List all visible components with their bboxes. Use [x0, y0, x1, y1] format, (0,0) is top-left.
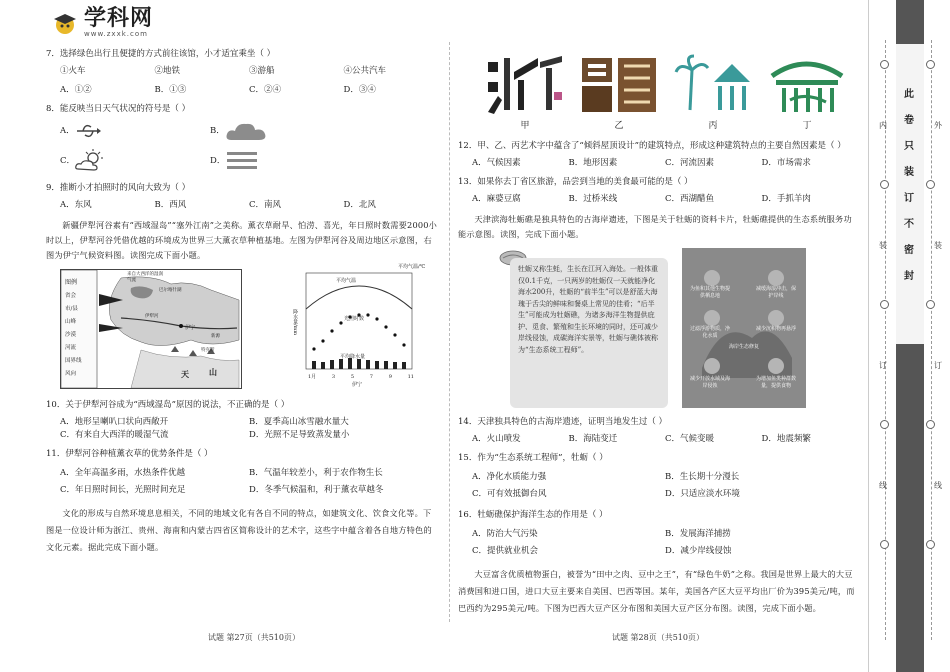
- q10-option-c[interactable]: C．有来自大西洋的暖湿气流: [60, 430, 169, 440]
- oyster-figures: [458, 248, 858, 408]
- q10-option-d[interactable]: D．光照不足导致蒸发量小: [249, 430, 350, 440]
- map-label-yining: 伊宁: [185, 325, 196, 331]
- question-10-options: [60, 416, 438, 442]
- seal-char: 只: [904, 141, 914, 152]
- diagram-label: 过滤浮游物质，净化水质: [690, 326, 731, 339]
- question-10-stem: 10．关于伊犁河谷成为“西域湿岛”原因的说法，不正确的是（ ）: [46, 400, 290, 410]
- month-tick: 7: [369, 374, 373, 380]
- question-14-options: [472, 433, 858, 446]
- legend-item: 省会: [65, 293, 77, 299]
- zhe-art-character-icon: [484, 52, 566, 116]
- oyster-intro-paragraph: 天津滨海牡蛎礁是独具特色的古海岸遗迹，下图是关于牡蛎的资料卡片，牡蛎礁提供的生态系统服务功能示意图。读图，完成下面小题。: [458, 214, 852, 239]
- art-item-bing: [672, 52, 754, 134]
- question-11-stem: 11．伊犁河谷种植薰衣草的优势条件是（ ）: [46, 449, 213, 459]
- seal-char: 卷: [904, 115, 914, 126]
- q11-option-c[interactable]: C．年日照时间长，光照时间充足: [60, 485, 186, 495]
- q7-option-d[interactable]: D．③④: [343, 85, 376, 95]
- qiong-art-character-icon: [672, 52, 754, 116]
- chart-ylabel-right: 平均气温/℃: [398, 264, 426, 270]
- binding-hole: [926, 540, 935, 549]
- q8-option-d[interactable]: [210, 150, 360, 172]
- q15-option-d[interactable]: D．只适应淡水环境: [665, 489, 740, 499]
- diagram-label: 为鱼和其他生物提供栖息地: [690, 286, 731, 299]
- legend-item: 山峰: [65, 319, 77, 325]
- map-legend: [65, 290, 82, 381]
- diagram-label: 为增加鱼类种群数量，提供食物: [756, 376, 797, 389]
- q7-item: ②地铁: [154, 66, 181, 76]
- inner-label: 内: [879, 121, 887, 130]
- q11-option-a[interactable]: A．全年高温多雨，水热条件优越: [60, 468, 186, 478]
- binding-hole: [926, 300, 935, 309]
- q13-option-a[interactable]: A．麻婆豆腐: [472, 194, 521, 204]
- q12-option-a[interactable]: A．气候因素: [472, 158, 521, 168]
- art-label-bing: 丙: [708, 121, 718, 131]
- q7-item: ③游船: [249, 66, 275, 76]
- seal-notice-text: [902, 82, 916, 290]
- outer-seal-line: [931, 40, 932, 640]
- map-label-xinyuan: 新源: [211, 334, 220, 339]
- question-15-stem: 15．作为“生态系统工程师”，牡蛎（ ）: [458, 453, 608, 463]
- binding-hole: [880, 420, 889, 429]
- q11-option-b[interactable]: B．气温年较差小，利于农作物生长: [249, 468, 383, 478]
- q16-option-d[interactable]: D．减少岸线侵蚀: [665, 546, 732, 556]
- q13-option-b[interactable]: B．过桥米线: [568, 194, 618, 204]
- yining-climate-chart: [288, 264, 438, 388]
- q8-label-c: C．: [60, 155, 76, 166]
- question-7-options: [60, 84, 438, 97]
- chart-ylabel-left: 降水量/mm: [292, 309, 298, 336]
- q14-option-c[interactable]: C．气候变暖: [665, 434, 715, 444]
- logo: [52, 8, 153, 38]
- oyster-info-card: 牡蛎又称生蚝，生长在江河入海处。一般体重仅0.1千克，一只两岁的牡蛎仅一天就能净化海水200升，牡蛎的“前半生”可以是舒蓝大海瑰于舌尖的鲜味和餐桌上常见的佳肴；“后半生”可能成为牡蛎礁，为诸多海洋生物提供庇护、觅食、繁殖和生长环境的同时，还可减少岸线侵蚀，成碳海洋实景等，牡蛎与礁体被称为“生态系统工程师”。: [510, 258, 668, 408]
- q7-option-a[interactable]: A．①②: [60, 85, 92, 95]
- q10-option-b[interactable]: B．夏季高山冰雪融水量大: [249, 417, 349, 427]
- seal-footer-block: [896, 344, 924, 672]
- art-intro-paragraph: 文化的形成与自然环境息息相关，不同的地域文化有各自不同的特点，如建筑文化、饮食文化等。下图是一位设计师为浙江、贵州、海南和内蒙古四省区简称设计的艺术字，这些字中蕴含着各自地方特色的文化元素。据此完成下面小题。: [46, 508, 432, 552]
- q14-option-a[interactable]: A．火山喷发: [472, 434, 521, 444]
- q13-option-c[interactable]: C．西湖醋鱼: [665, 194, 715, 204]
- map-label-lake: 巴尔喀什湖: [159, 288, 182, 293]
- yili-valley-map: [60, 269, 242, 389]
- left-page-footer: 试题 第27页（共510页）: [208, 633, 300, 642]
- diagram-label: 减缓海浪冲击，保护岸线: [756, 286, 797, 299]
- binding-hole: [880, 60, 889, 69]
- q9-option-c[interactable]: C．南风: [249, 200, 282, 210]
- q8-option-b[interactable]: [210, 120, 360, 142]
- chart-title-precip: 平均降水量: [340, 354, 366, 360]
- seal-char: 订: [904, 193, 914, 204]
- binding-hole: [926, 60, 935, 69]
- q7-option-b[interactable]: B．①③: [154, 85, 187, 95]
- seal-char: 不: [904, 219, 914, 230]
- q9-option-a[interactable]: A．东风: [60, 200, 92, 210]
- right-column: [458, 48, 858, 623]
- question-9-stem: 9．推断小才拍照时的风向大致为（ ）: [46, 183, 191, 193]
- legend-item: 市/县: [65, 306, 78, 312]
- legend-item: 河流: [65, 345, 77, 351]
- question-14-stem: 14．天津独具特色的古海岸遗迹，证明当地发生过（ ）: [458, 417, 668, 427]
- q16-option-b[interactable]: B．发展海洋捕捞: [665, 529, 731, 539]
- question-15-options: [472, 469, 858, 503]
- q8-option-c[interactable]: [60, 149, 210, 173]
- sun-behind-cloud-icon: [75, 149, 105, 173]
- legend-item: 沙漠: [65, 332, 77, 338]
- oyster-reef-service-diagram: [682, 248, 806, 408]
- right-page-footer: 试题 第28页（共510页）: [612, 633, 704, 642]
- outer-label: 线: [934, 481, 942, 490]
- question-12-stem: 12．甲、乙、丙艺术字中蕴含了“倾斜屋顶设计”的建筑特点，形成这种建筑特点的主要自然因素是（ ）: [458, 141, 846, 151]
- left-column: [46, 48, 438, 562]
- question-12-options: [472, 157, 858, 170]
- q9-option-b[interactable]: B．西风: [154, 200, 187, 210]
- chart-title-sun: 光照时数: [344, 316, 365, 322]
- month-tick: 5: [350, 374, 355, 380]
- inner-label: 装: [879, 241, 887, 250]
- seal-char: 此: [904, 89, 914, 100]
- fog-icon: [225, 150, 259, 172]
- q10-option-a[interactable]: A．地形呈喇叭口状向西敞开: [60, 417, 169, 427]
- seal-char: 装: [904, 167, 914, 178]
- yili-figures: [46, 264, 438, 391]
- question-13-stem: 13．如果你去丁省区旅游，品尝到当地的美食最可能的是（ ）: [458, 177, 693, 187]
- q14-option-d[interactable]: D．地震频繁: [761, 434, 811, 444]
- question-7-items: [60, 65, 438, 78]
- map-label-shan: 山: [209, 367, 217, 377]
- q8-label-a: A．: [60, 125, 75, 136]
- outer-label: 装: [934, 241, 942, 250]
- month-tick: 3: [331, 374, 336, 380]
- binding-hole: [926, 420, 935, 429]
- q8-label-b: B．: [210, 125, 225, 136]
- graduation-cap-icon: [52, 11, 78, 35]
- overcast-cloud-icon: [225, 120, 267, 142]
- seal-header-block: [896, 0, 924, 44]
- inner-label: 订: [879, 361, 887, 370]
- question-8-options: [60, 116, 438, 176]
- qian-art-character-icon: [578, 52, 660, 116]
- art-label-yi: 乙: [614, 121, 624, 131]
- map-label-airflow: 来自大西洋的湿润气流: [127, 272, 163, 283]
- outer-label: 外: [934, 121, 942, 130]
- q12-option-d[interactable]: D．市场需求: [761, 158, 811, 168]
- q8-option-a[interactable]: [60, 121, 210, 141]
- art-item-ding: [766, 52, 848, 134]
- logo-text: 学科网: [84, 6, 154, 31]
- q12-option-b[interactable]: B．地形因素: [568, 158, 618, 168]
- soybean-intro-paragraph: 大豆富含优质植物蛋白，被誉为“田中之肉、豆中之王”，有“绿色牛奶”之称。我国是世界上最大的大豆消费国和进口国，进口大豆主要来自美国、巴西等国。某年，美国各产区大豆平均出厂价为395美元/吨，而巴西约为295美元/吨。下图为巴西大豆产区分布图和美国大豆产区分布图。读图，完成下面小题。: [458, 569, 855, 613]
- question-16-stem: 16．牡蛎礁保护海洋生态的作用是（ ）: [458, 510, 608, 520]
- q9-option-d[interactable]: D．北风: [343, 200, 376, 210]
- question-16-options: [472, 526, 858, 560]
- art-item-yi: [578, 52, 660, 134]
- question-13-options: [472, 193, 858, 206]
- map-label-river: 伊犁河: [145, 314, 159, 319]
- binding-hole: [926, 180, 935, 189]
- map-label-tekesi: 特克斯: [201, 348, 215, 353]
- art-item-jia: [484, 52, 566, 134]
- month-tick: 9: [388, 374, 392, 380]
- seal-char: 封: [904, 271, 914, 282]
- legend-item: 国界线: [65, 358, 82, 364]
- question-8-stem: 8．能反映当日天气状况的符号是（ ）: [46, 104, 191, 114]
- art-label-ding: 丁: [802, 121, 812, 131]
- q15-option-c[interactable]: C．可有效抵御台风: [472, 489, 547, 499]
- sandstorm-icon: [75, 121, 101, 141]
- chart-city: 伊宁: [352, 382, 363, 388]
- q15-option-a[interactable]: A．净化水质能力强: [472, 472, 547, 482]
- q11-option-d[interactable]: D．冬季气候温和，利于薰衣草越冬: [249, 485, 384, 495]
- q16-option-a[interactable]: A．防治大气污染: [472, 529, 538, 539]
- legend-item: 风向: [65, 371, 77, 377]
- logo-url: www.zxxk.com: [84, 30, 148, 38]
- map-label-tian: 天: [181, 369, 189, 379]
- binding-hole: [880, 300, 889, 309]
- art-label-jia: 甲: [520, 121, 530, 131]
- question-11-options: [60, 465, 438, 499]
- question-7-stem: 7．选择绿色出行且便捷的方式前往该馆，小才适宜乘坐（ ）: [46, 49, 276, 59]
- q8-label-d: D．: [210, 155, 226, 166]
- yili-intro-paragraph: 新疆伊犁河谷素有“西域湿岛”“塞外江南”之美称。薰衣草耐旱、怕涝、喜光，年日照时数需要2000小时以上，伊犁河谷凭借优越的环境成为世界三大薰衣草种植基地。左图为伊犁河谷及周边地区示意图，右图为伊宁气候资料图。读图完成下面小题。: [46, 220, 438, 260]
- map-legend-title: 图例: [65, 279, 78, 286]
- meng-art-character-icon: [766, 52, 848, 116]
- q7-item: ①火车: [60, 66, 86, 76]
- province-art-characters: [484, 52, 858, 134]
- column-divider: [449, 42, 450, 622]
- climate-chart-svg: [288, 269, 438, 387]
- chart-title-temp: 平均气温: [336, 278, 357, 284]
- binding-hole: [880, 540, 889, 549]
- q15-option-b[interactable]: B．生长期十分漫长: [665, 472, 740, 482]
- month-tick: 11: [407, 374, 414, 380]
- month-tick: 1月: [308, 374, 317, 380]
- question-9-options: [60, 199, 438, 212]
- binding-hole: [880, 180, 889, 189]
- q13-option-d[interactable]: D．手抓羊肉: [761, 194, 811, 204]
- q16-option-c[interactable]: C．提供就业机会: [472, 546, 539, 556]
- diagram-label: 海岸生态修复: [728, 344, 759, 350]
- diagram-label: 减少沉积物再悬浮: [756, 326, 797, 332]
- seal-char: 密: [904, 245, 914, 256]
- diagram-label: 减少开放水域及海岸侵蚀: [690, 376, 731, 389]
- outer-label: 订: [934, 361, 942, 370]
- inner-label: 线: [879, 481, 887, 490]
- q14-option-b[interactable]: B．海陆变迁: [568, 434, 618, 444]
- q7-option-c[interactable]: C．②④: [249, 85, 282, 95]
- q7-item: ④公共汽车: [343, 66, 387, 76]
- q12-option-c[interactable]: C．河流因素: [665, 158, 715, 168]
